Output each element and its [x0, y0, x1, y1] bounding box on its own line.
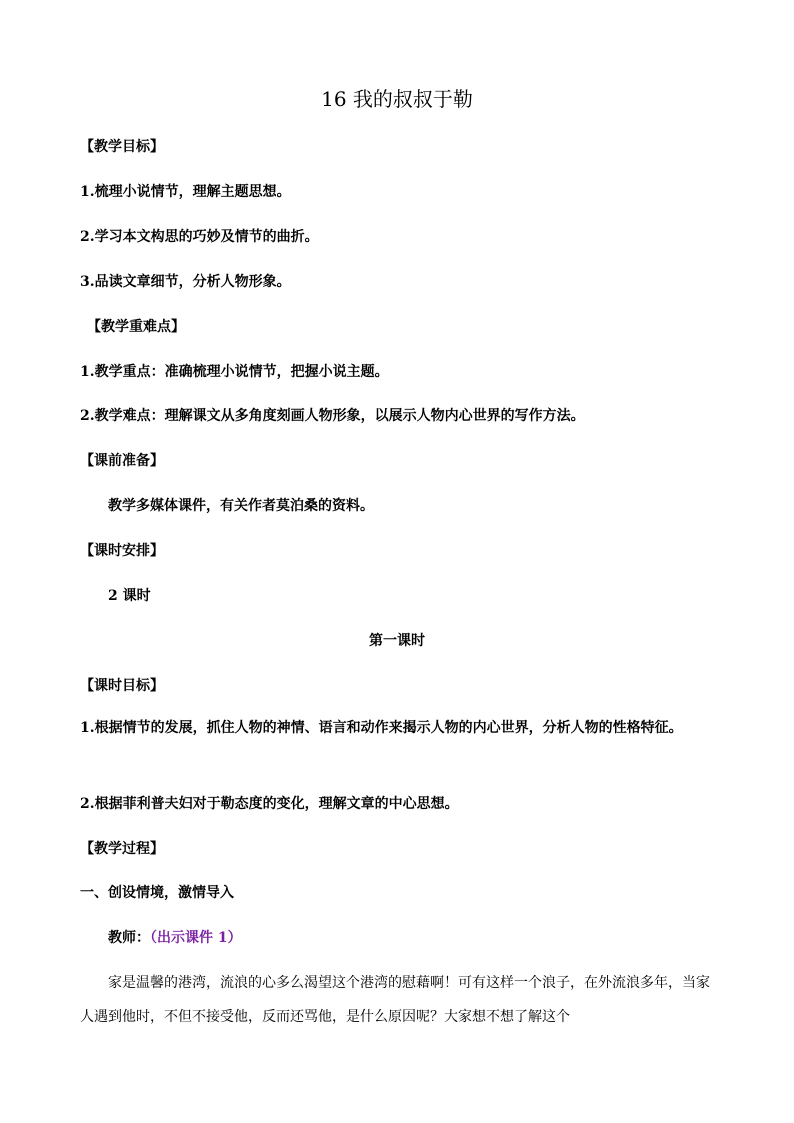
heading-lesson-goals: 【课时目标】 — [80, 678, 164, 694]
page-title: 16 我的叔叔于勒 — [321, 87, 473, 111]
section-heading: 一、创设情境，激情导入 — [80, 885, 234, 901]
goal-item: 2.学习本文构思的巧妙及情节的曲折。 — [80, 229, 319, 245]
schedule-text: 2 课时 — [108, 588, 151, 604]
key-item: 1.教学重点：准确梳理小说情节，把握小说主题。 — [80, 364, 389, 380]
heading-process: 【教学过程】 — [80, 841, 164, 857]
lesson-goal-item: 1.根据情节的发展，抓住人物的神情、语言和动作来揭示人物的内心世界，分析人物的性格特征。 — [80, 720, 683, 736]
heading-key-points: 【教学重难点】 — [87, 319, 185, 335]
intro-paragraph: 家是温馨的港湾，流浪的心多么渴望这个港湾的慰藉啊！可有这样一个浪子，在外流浪多年，当家人遇到他时，不但不接受他，反而还骂他，是什么原因呢？大家想不想了解这个 — [80, 975, 710, 1025]
heading-teaching-goals: 【教学目标】 — [80, 139, 164, 155]
goal-item: 1.梳理小说情节，理解主题思想。 — [80, 184, 291, 200]
preparation-text: 教学多媒体课件，有关作者莫泊桑的资料。 — [108, 498, 374, 514]
lesson-heading: 第一课时 — [369, 633, 425, 649]
courseware-note: （出示课件 1） — [150, 930, 242, 946]
goal-item: 3.品读文章细节，分析人物形象。 — [80, 274, 291, 290]
teacher-line — [108, 928, 242, 948]
heading-schedule: 【课时安排】 — [80, 543, 164, 559]
heading-preparation: 【课前准备】 — [80, 453, 164, 469]
teacher-label: 教师： — [108, 930, 150, 946]
lesson-goal-item: 2.根据菲利普夫妇对于勒态度的变化，理解文章的中心思想。 — [80, 796, 459, 812]
key-item: 2.教学难点：理解课文从多角度刻画人物形象，以展示人物内心世界的写作方法。 — [80, 408, 585, 424]
